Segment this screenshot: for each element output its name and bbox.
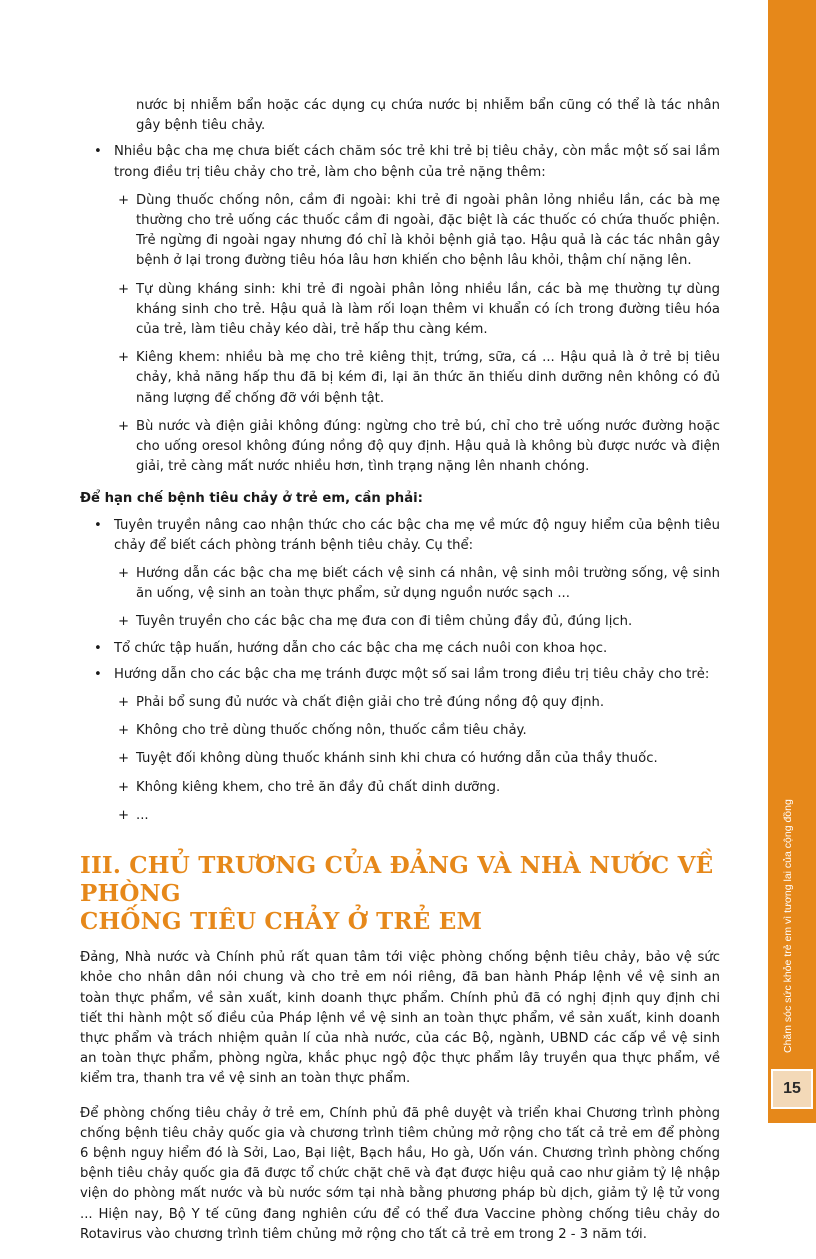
section-paragraph-1: Đảng, Nhà nước và Chính phủ rất quan tâm tới việc phòng chống bệnh tiêu chảy, bảo vệ sức khỏe cho nhân dân nói chung và cho trẻ em nói riêng, đã ban hành Pháp lệnh về vệ sinh an toàn thực phẩm, về sản xuất, kinh doanh thực phẩm. Chính phủ đã có nghị định quy định chi tiết thi hành một số điều của Pháp lệnh về vệ sinh an toàn thực phẩm, về sản xuất, kinh doanh thực phẩm và trách nhiệm quản lí của nhà nước, của các Bộ, ngành, UBND các cấp về vệ sinh an toàn thực phẩm, phòng ngừa, khắc phục ngộ độc thực phẩm lây truyền qua thực phẩm, về kiểm tra, thanh tra về vệ sinh an toàn thực phẩm. xyxy=(80,950,720,1087)
sub-item-antiemetic: + Dùng thuốc chống nôn, cầm đi ngoài: khi trẻ đi ngoài phân lỏng nhiều lần, các bà mẹ thường cho trẻ uống các thuốc cầm đi ngoài, đặc biệt là các thuốc có chứa thuốc phiện. Trẻ ngừng đi ngoài ngay nhưng đó chỉ là khỏi bệnh giả tạo. Hậu quả là các tác nhân gây bệnh ở lại trong đường tiêu hóa lâu hơn khiến cho bệnh lâu khỏi, thậm chí nặng lên. xyxy=(80,191,720,272)
bullet-avoid-mistakes: • Hướng dẫn cho các bậc cha mẹ tránh được một số sai lầm trong điều trị tiêu chảy cho trẻ: xyxy=(80,665,720,685)
sub-item-fluids: + Phải bổ sung đủ nước và chất điện giải cho trẻ đúng nồng độ quy định. xyxy=(80,693,720,713)
sub-item-food-abstinence: + Kiêng khem: nhiều bà mẹ cho trẻ kiêng thịt, trứng, sữa, cá ... Hậu quả là ở trẻ bị tiêu chảy, khả năng hấp thu đã bị kém đi, lại ăn thức ăn thiếu dinh dưỡng nên không có đủ năng lượng để chống đỡ với bệnh tật. xyxy=(80,348,720,409)
section-paragraph-2: Để phòng chống tiêu chảy ở trẻ em, Chính phủ đã phê duyệt và triển khai Chương trình phòng chống bệnh tiêu chảy quốc gia và chương trình tiêm chủng mở rộng cho tất cả trẻ em để phòng 6 bệnh nguy hiểm đó là Sởi, Lao, Bại liệt, Bạch hầu, Ho gà, Uốn ván. Chương trình phòng chống bệnh tiêu chảy quốc gia đã được tổ chức chặt chẽ và đạt được hiệu quả cao như giảm tỷ lệ nhập viện do phòng mất nước và bù nước sớm tại nhà bằng phương pháp bù dịch, giảm tỷ lệ tử vong ... Hiện nay, Bộ Y tế cũng đang nghiên cứu để có thể đưa Vaccine phòng chống tiêu chảy do Rotavirus vào chương trình tiêm chủng mở rộng cho tất cả trẻ em trong 2 - 3 năm tới. xyxy=(80,1105,720,1242)
sub-item-ellipsis: + ... xyxy=(80,806,720,826)
running-title: Chăm sóc sức khỏe trẻ em vì tương lai của cộng đồng xyxy=(782,799,794,1053)
sub-item-vaccination: + Tuyên truyền cho các bậc cha mẹ đưa con đi tiêm chủng đầy đủ, đúng lịch. xyxy=(80,612,720,632)
continuation-text: nước bị nhiễm bẩn hoặc các dụng cụ chứa nước bị nhiễm bẩn cũng có thể là tác nhân gây bệnh tiêu chảy. xyxy=(136,98,720,134)
bullet-awareness: • Tuyên truyền nâng cao nhận thức cho các bậc cha mẹ về mức độ nguy hiểm của bệnh tiêu chảy để biết cách phòng tránh bệnh tiêu chảy. Cụ thể: xyxy=(80,516,720,556)
sub-item-antibiotics: + Tự dùng kháng sinh: khi trẻ đi ngoài phân lỏng nhiều lần, các bà mẹ thường tự dùng kháng sinh cho trẻ. Hậu quả là làm rối loạn thêm vi khuẩn có ích trong đường tiêu hóa của trẻ, làm tiêu chảy kéo dài, trẻ hấp thu càng kém. xyxy=(80,280,720,341)
sub-item-no-antidiarrheal: + Không cho trẻ dùng thuốc chống nôn, thuốc cầm tiêu chảy. xyxy=(80,721,720,741)
sub-item-nutrition: + Không kiêng khem, cho trẻ ăn đầy đủ chất dinh dưỡng. xyxy=(80,778,720,798)
bullet-training: • Tổ chức tập huấn, hướng dẫn cho các bậc cha mẹ cách nuôi con khoa học. xyxy=(80,639,720,659)
sub-item-no-antibiotics: + Tuyệt đối không dùng thuốc khánh sinh khi chưa có hướng dẫn của thầy thuốc. xyxy=(80,749,720,769)
section-title-line-2: CHỐNG TIÊU CHẢY Ở TRẺ EM xyxy=(80,908,483,936)
section-title xyxy=(80,852,720,936)
limit-heading: Để hạn chế bệnh tiêu chảy ở trẻ em, cần phải: xyxy=(80,491,423,507)
page-number: 15 xyxy=(771,1069,813,1109)
sub-item-rehydration: + Bù nước và điện giải không đúng: ngừng cho trẻ bú, chỉ cho trẻ uống nước đường hoặc cho uống oresol không đúng nồng độ quy định. Hậu quả là không bù được nước và điện giải, trẻ càng mất nước nhiều hơn, tình trạng nặng lên nhanh chóng. xyxy=(80,417,720,478)
section-title-line-1: III. CHỦ TRƯƠNG CỦA ĐẢNG VÀ NHÀ NƯỚC VỀ PHÒNG xyxy=(80,852,714,908)
bullet-mistakes-intro: • Nhiều bậc cha mẹ chưa biết cách chăm sóc trẻ khi trẻ bị tiêu chảy, còn mắc một số sai lầm trong điều trị tiêu chảy cho trẻ, làm cho bệnh của trẻ nặng thêm: xyxy=(80,142,720,182)
orange-sidebar xyxy=(768,0,816,1123)
sub-item-hygiene: + Hướng dẫn các bậc cha mẹ biết cách vệ sinh cá nhân, vệ sinh môi trường sống, vệ sinh ăn uống, vệ sinh an toàn thực phẩm, sử dụng nguồn nước sạch ... xyxy=(80,564,720,604)
page-content xyxy=(80,96,720,1259)
